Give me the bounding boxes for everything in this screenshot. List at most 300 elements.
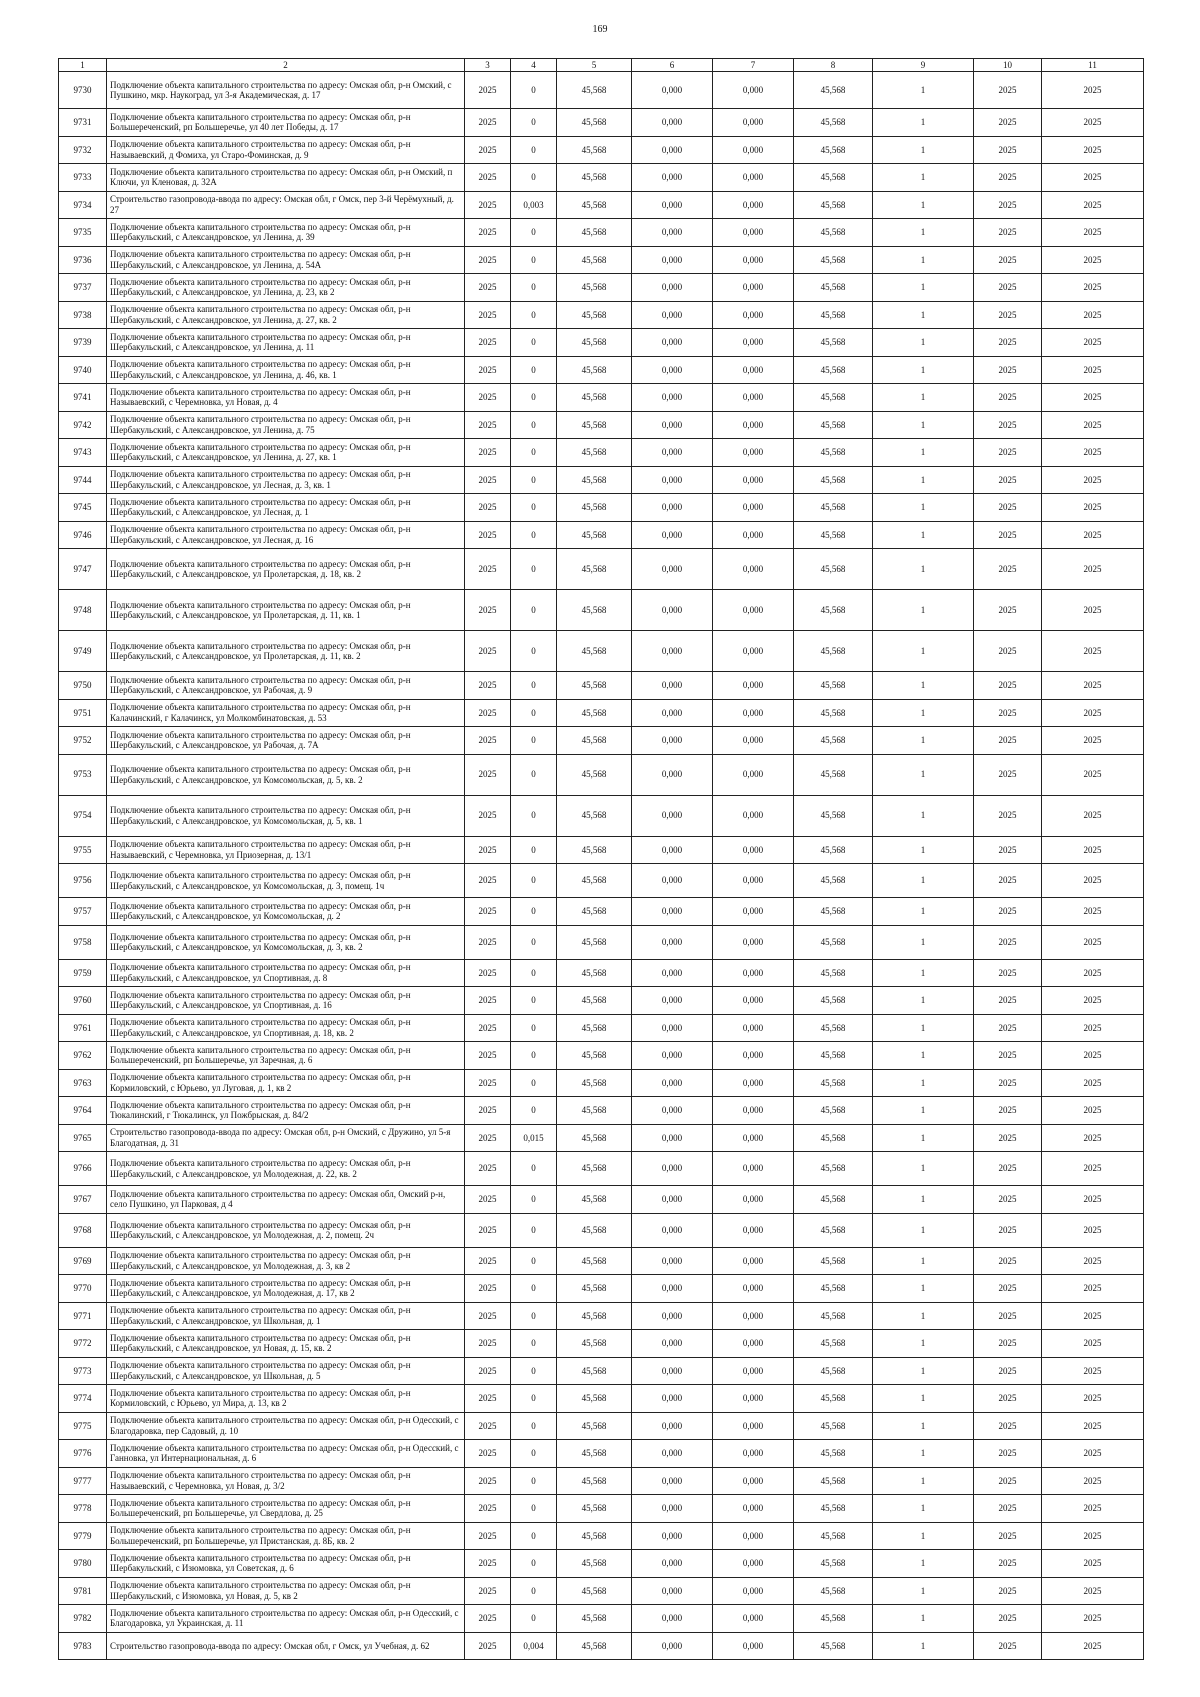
value-cell: 0,000: [632, 1577, 713, 1605]
object-name-cell: Подключение объекта капитального строительства по адресу: Омская обл, р-н Шербакульский, с Александровское, ул Комсомольская, д. 3, кв. 2: [107, 925, 465, 959]
end-year-cell: 2025: [1042, 72, 1144, 109]
row-number-cell: 9775: [59, 1412, 107, 1440]
row-number-cell: 9781: [59, 1577, 107, 1605]
value-cell: 45,568: [557, 164, 632, 192]
start-year-cell: 2025: [974, 191, 1042, 219]
object-name-cell: Подключение объекта капитального строительства по адресу: Омская обл, Омский р-н, село Пушкино, ул Парковая, д 4: [107, 1186, 465, 1214]
value-cell: 0,000: [632, 1186, 713, 1214]
count-cell: 1: [873, 1302, 974, 1330]
row-number-cell: 9730: [59, 72, 107, 109]
start-year-cell: 2025: [974, 384, 1042, 412]
total-cell: 45,568: [794, 1186, 873, 1214]
value-cell: 0,000: [713, 164, 794, 192]
value-cell: 0,000: [713, 631, 794, 672]
count-cell: 1: [873, 727, 974, 755]
value-cell: 0,000: [632, 301, 713, 329]
object-name-cell: Подключение объекта капитального строительства по адресу: Омская обл, р-н Шербакульский, с Александровское, ул Школьная, д. 5: [107, 1357, 465, 1385]
start-year-cell: 2025: [974, 987, 1042, 1015]
table-row: [59, 1186, 1144, 1214]
length-cell: 0: [511, 1357, 557, 1385]
end-year-cell: 2025: [1042, 301, 1144, 329]
table-row: [59, 329, 1144, 357]
value-cell: 45,568: [557, 1605, 632, 1633]
value-cell: 0,000: [713, 672, 794, 700]
year-cell: 2025: [465, 631, 511, 672]
value-cell: 0,000: [713, 925, 794, 959]
object-name-cell: Подключение объекта капитального строительства по адресу: Омская обл, р-н Большереченский, рп Большеречье, ул Свердлова, д. 25: [107, 1495, 465, 1523]
length-cell: 0: [511, 631, 557, 672]
year-cell: 2025: [465, 1097, 511, 1125]
start-year-cell: 2025: [974, 699, 1042, 727]
row-number-cell: 9736: [59, 246, 107, 274]
count-cell: 1: [873, 987, 974, 1015]
object-name-cell: Подключение объекта капитального строительства по адресу: Омская обл, р-н Шербакульский, с Александровское, ул Пролетарская, д. 11, кв. 1: [107, 590, 465, 631]
object-name-cell: Подключение объекта капитального строительства по адресу: Омская обл, р-н Шербакульский, с Александровское, ул Рабочая, д. 9: [107, 672, 465, 700]
column-header: 2: [107, 59, 465, 72]
start-year-cell: 2025: [974, 109, 1042, 137]
total-cell: 45,568: [794, 549, 873, 590]
total-cell: 45,568: [794, 164, 873, 192]
row-number-cell: 9732: [59, 136, 107, 164]
total-cell: 45,568: [794, 631, 873, 672]
table-row: [59, 1213, 1144, 1247]
count-cell: 1: [873, 164, 974, 192]
count-cell: 1: [873, 795, 974, 836]
year-cell: 2025: [465, 411, 511, 439]
count-cell: 1: [873, 246, 974, 274]
object-name-cell: Подключение объекта капитального строительства по адресу: Омская обл, р-н Шербакульский, с Александровское, ул Ленина, д. 23, кв 2: [107, 274, 465, 302]
object-name-cell: Подключение объекта капитального строительства по адресу: Омская обл, р-н Омский, п Ключи, ул Кленовая, д. 32А: [107, 164, 465, 192]
value-cell: 45,568: [557, 72, 632, 109]
total-cell: 45,568: [794, 356, 873, 384]
value-cell: 45,568: [557, 1467, 632, 1495]
end-year-cell: 2025: [1042, 631, 1144, 672]
start-year-cell: 2025: [974, 836, 1042, 864]
row-number-cell: 9769: [59, 1247, 107, 1275]
object-name-cell: Подключение объекта капитального строительства по адресу: Омская обл, р-н Шербакульский, с Александровское, ул Комсомольская, д. 5, кв. 1: [107, 795, 465, 836]
value-cell: 0,000: [632, 1467, 713, 1495]
row-number-cell: 9780: [59, 1550, 107, 1578]
row-number-cell: 9747: [59, 549, 107, 590]
value-cell: 45,568: [557, 1275, 632, 1303]
table-row: [59, 898, 1144, 926]
total-cell: 45,568: [794, 1385, 873, 1413]
row-number-cell: 9751: [59, 699, 107, 727]
count-cell: 1: [873, 136, 974, 164]
value-cell: 45,568: [557, 1440, 632, 1468]
start-year-cell: 2025: [974, 590, 1042, 631]
year-cell: 2025: [465, 1275, 511, 1303]
start-year-cell: 2025: [974, 466, 1042, 494]
table-row: [59, 1440, 1144, 1468]
value-cell: 0,000: [632, 1014, 713, 1042]
length-cell: 0: [511, 1213, 557, 1247]
value-cell: 0,000: [632, 672, 713, 700]
object-name-cell: Подключение объекта капитального строительства по адресу: Омская обл, р-н Шербакульский, с Александровское, ул Ленина, д. 75: [107, 411, 465, 439]
total-cell: 45,568: [794, 1357, 873, 1385]
end-year-cell: 2025: [1042, 795, 1144, 836]
table-row: [59, 301, 1144, 329]
total-cell: 45,568: [794, 301, 873, 329]
object-name-cell: Подключение объекта капитального строительства по адресу: Омская обл, р-н Шербакульский, с Александровское, ул Пролетарская, д. 11, кв. 2: [107, 631, 465, 672]
count-cell: 1: [873, 1275, 974, 1303]
length-cell: 0: [511, 1302, 557, 1330]
value-cell: 0,000: [632, 959, 713, 987]
value-cell: 0,000: [632, 72, 713, 109]
length-cell: 0: [511, 1577, 557, 1605]
end-year-cell: 2025: [1042, 549, 1144, 590]
value-cell: 0,000: [713, 1412, 794, 1440]
table-row: [59, 590, 1144, 631]
value-cell: 0,000: [632, 1152, 713, 1186]
count-cell: 1: [873, 549, 974, 590]
start-year-cell: 2025: [974, 1152, 1042, 1186]
value-cell: 45,568: [557, 959, 632, 987]
end-year-cell: 2025: [1042, 754, 1144, 795]
total-cell: 45,568: [794, 1522, 873, 1550]
count-cell: 1: [873, 699, 974, 727]
start-year-cell: 2025: [974, 1213, 1042, 1247]
value-cell: 0,000: [713, 246, 794, 274]
total-cell: 45,568: [794, 494, 873, 522]
length-cell: 0: [511, 1042, 557, 1070]
year-cell: 2025: [465, 136, 511, 164]
count-cell: 1: [873, 191, 974, 219]
total-cell: 45,568: [794, 1247, 873, 1275]
row-number-cell: 9748: [59, 590, 107, 631]
end-year-cell: 2025: [1042, 1605, 1144, 1633]
year-cell: 2025: [465, 959, 511, 987]
value-cell: 0,000: [632, 1302, 713, 1330]
table-row: [59, 959, 1144, 987]
value-cell: 0,000: [632, 1412, 713, 1440]
value-cell: 45,568: [557, 1330, 632, 1358]
start-year-cell: 2025: [974, 439, 1042, 467]
length-cell: 0,004: [511, 1632, 557, 1660]
row-number-cell: 9773: [59, 1357, 107, 1385]
table-row: [59, 411, 1144, 439]
value-cell: 0,000: [632, 356, 713, 384]
value-cell: 0,000: [632, 699, 713, 727]
length-cell: 0: [511, 1014, 557, 1042]
value-cell: 0,000: [632, 549, 713, 590]
count-cell: 1: [873, 836, 974, 864]
end-year-cell: 2025: [1042, 494, 1144, 522]
start-year-cell: 2025: [974, 411, 1042, 439]
count-cell: 1: [873, 466, 974, 494]
year-cell: 2025: [465, 384, 511, 412]
year-cell: 2025: [465, 1302, 511, 1330]
end-year-cell: 2025: [1042, 672, 1144, 700]
length-cell: 0,003: [511, 191, 557, 219]
length-cell: 0: [511, 246, 557, 274]
count-cell: 1: [873, 898, 974, 926]
total-cell: 45,568: [794, 219, 873, 247]
end-year-cell: 2025: [1042, 1097, 1144, 1125]
column-header: 11: [1042, 59, 1144, 72]
year-cell: 2025: [465, 494, 511, 522]
table-row: [59, 549, 1144, 590]
value-cell: 0,000: [713, 1042, 794, 1070]
row-number-cell: 9767: [59, 1186, 107, 1214]
length-cell: 0: [511, 727, 557, 755]
value-cell: 0,000: [713, 439, 794, 467]
row-number-cell: 9782: [59, 1605, 107, 1633]
value-cell: 0,000: [713, 1632, 794, 1660]
end-year-cell: 2025: [1042, 959, 1144, 987]
object-name-cell: Подключение объекта капитального строительства по адресу: Омская обл, р-н Шербакульский, с Изюмовка, ул Советская, д. 6: [107, 1550, 465, 1578]
value-cell: 0,000: [713, 1124, 794, 1152]
year-cell: 2025: [465, 836, 511, 864]
total-cell: 45,568: [794, 1014, 873, 1042]
length-cell: 0: [511, 466, 557, 494]
value-cell: 45,568: [557, 274, 632, 302]
value-cell: 0,000: [632, 925, 713, 959]
count-cell: 1: [873, 301, 974, 329]
value-cell: 0,000: [632, 1124, 713, 1152]
table-row: [59, 246, 1144, 274]
table-row: [59, 1302, 1144, 1330]
value-cell: 0,000: [713, 1605, 794, 1633]
value-cell: 0,000: [713, 191, 794, 219]
value-cell: 0,000: [632, 136, 713, 164]
start-year-cell: 2025: [974, 672, 1042, 700]
start-year-cell: 2025: [974, 1069, 1042, 1097]
value-cell: 0,000: [713, 590, 794, 631]
end-year-cell: 2025: [1042, 1412, 1144, 1440]
end-year-cell: 2025: [1042, 1247, 1144, 1275]
row-number-cell: 9735: [59, 219, 107, 247]
total-cell: 45,568: [794, 109, 873, 137]
row-number-cell: 9743: [59, 439, 107, 467]
column-header: 3: [465, 59, 511, 72]
length-cell: 0: [511, 699, 557, 727]
value-cell: 0,000: [632, 1247, 713, 1275]
value-cell: 0,000: [713, 466, 794, 494]
length-cell: 0: [511, 590, 557, 631]
table-row: [59, 72, 1144, 109]
end-year-cell: 2025: [1042, 1302, 1144, 1330]
column-header: 8: [794, 59, 873, 72]
row-number-cell: 9734: [59, 191, 107, 219]
length-cell: 0: [511, 1467, 557, 1495]
count-cell: 1: [873, 1124, 974, 1152]
value-cell: 45,568: [557, 136, 632, 164]
row-number-cell: 9763: [59, 1069, 107, 1097]
value-cell: 45,568: [557, 864, 632, 898]
value-cell: 45,568: [557, 439, 632, 467]
data-table: [58, 58, 1144, 1660]
value-cell: 45,568: [557, 356, 632, 384]
total-cell: 45,568: [794, 191, 873, 219]
total-cell: 45,568: [794, 1632, 873, 1660]
object-name-cell: Подключение объекта капитального строительства по адресу: Омская обл, р-н Шербакульский, с Александровское, ул Спортивная, д. 18, кв. 2: [107, 1014, 465, 1042]
object-name-cell: Подключение объекта капитального строительства по адресу: Омская обл, р-н Шербакульский, с Александровское, ул Ленина, д. 39: [107, 219, 465, 247]
count-cell: 1: [873, 864, 974, 898]
length-cell: 0: [511, 1522, 557, 1550]
value-cell: 0,000: [632, 864, 713, 898]
count-cell: 1: [873, 1550, 974, 1578]
total-cell: 45,568: [794, 1467, 873, 1495]
table-row: [59, 521, 1144, 549]
year-cell: 2025: [465, 246, 511, 274]
object-name-cell: Подключение объекта капитального строительства по адресу: Омская обл, р-н Большереченский, рп Большеречье, ул Пристанская, д. 8Б, кв. 2: [107, 1522, 465, 1550]
length-cell: 0: [511, 1385, 557, 1413]
total-cell: 45,568: [794, 987, 873, 1015]
object-name-cell: Подключение объекта капитального строительства по адресу: Омская обл, р-н Шербакульский, с Александровское, ул Ленина, д. 27, кв. 1: [107, 439, 465, 467]
value-cell: 0,000: [713, 1440, 794, 1468]
total-cell: 45,568: [794, 246, 873, 274]
value-cell: 0,000: [632, 494, 713, 522]
start-year-cell: 2025: [974, 219, 1042, 247]
year-cell: 2025: [465, 1412, 511, 1440]
table-row: [59, 1495, 1144, 1523]
total-cell: 45,568: [794, 1550, 873, 1578]
count-cell: 1: [873, 1577, 974, 1605]
end-year-cell: 2025: [1042, 1069, 1144, 1097]
start-year-cell: 2025: [974, 1186, 1042, 1214]
year-cell: 2025: [465, 1577, 511, 1605]
table-row: [59, 1124, 1144, 1152]
length-cell: 0: [511, 109, 557, 137]
start-year-cell: 2025: [974, 1042, 1042, 1070]
row-number-cell: 9766: [59, 1152, 107, 1186]
row-number-cell: 9764: [59, 1097, 107, 1125]
year-cell: 2025: [465, 1330, 511, 1358]
end-year-cell: 2025: [1042, 1186, 1144, 1214]
value-cell: 0,000: [713, 329, 794, 357]
row-number-cell: 9742: [59, 411, 107, 439]
row-number-cell: 9770: [59, 1275, 107, 1303]
length-cell: 0: [511, 754, 557, 795]
row-number-cell: 9745: [59, 494, 107, 522]
object-name-cell: Подключение объекта капитального строительства по адресу: Омская обл, р-н Шербакульский, с Александровское, ул Лесная, д. 3, кв. 1: [107, 466, 465, 494]
count-cell: 1: [873, 590, 974, 631]
row-number-cell: 9779: [59, 1522, 107, 1550]
total-cell: 45,568: [794, 754, 873, 795]
year-cell: 2025: [465, 219, 511, 247]
object-name-cell: Подключение объекта капитального строительства по адресу: Омская обл, р-н Шербакульский, с Александровское, ул Молодежная, д. 22, кв. 2: [107, 1152, 465, 1186]
table-row: [59, 727, 1144, 755]
start-year-cell: 2025: [974, 1440, 1042, 1468]
start-year-cell: 2025: [974, 795, 1042, 836]
object-name-cell: Подключение объекта капитального строительства по адресу: Омская обл, р-н Одесский, с Благодаровка, пер Садовый, д. 10: [107, 1412, 465, 1440]
value-cell: 0,000: [632, 590, 713, 631]
object-name-cell: Подключение объекта капитального строительства по адресу: Омская обл, р-н Шербакульский, с Изюмовка, ул Новая, д. 5, кв 2: [107, 1577, 465, 1605]
table-row: [59, 836, 1144, 864]
object-name-cell: Подключение объекта капитального строительства по адресу: Омская обл, р-н Большереченский, рп Большеречье, ул 40 лет Победы, д. 17: [107, 109, 465, 137]
value-cell: 45,568: [557, 925, 632, 959]
count-cell: 1: [873, 439, 974, 467]
total-cell: 45,568: [794, 466, 873, 494]
table-row: [59, 987, 1144, 1015]
value-cell: 45,568: [557, 1357, 632, 1385]
year-cell: 2025: [465, 672, 511, 700]
table-body: [59, 59, 1144, 1660]
value-cell: 45,568: [557, 699, 632, 727]
start-year-cell: 2025: [974, 72, 1042, 109]
start-year-cell: 2025: [974, 356, 1042, 384]
row-number-cell: 9740: [59, 356, 107, 384]
count-cell: 1: [873, 1412, 974, 1440]
table-row: [59, 274, 1144, 302]
count-cell: 1: [873, 72, 974, 109]
value-cell: 45,568: [557, 1213, 632, 1247]
length-cell: 0: [511, 987, 557, 1015]
start-year-cell: 2025: [974, 246, 1042, 274]
count-cell: 1: [873, 274, 974, 302]
length-cell: 0: [511, 1097, 557, 1125]
length-cell: 0: [511, 1412, 557, 1440]
start-year-cell: 2025: [974, 329, 1042, 357]
row-number-cell: 9768: [59, 1213, 107, 1247]
length-cell: 0,015: [511, 1124, 557, 1152]
row-number-cell: 9753: [59, 754, 107, 795]
value-cell: 0,000: [713, 727, 794, 755]
year-cell: 2025: [465, 1186, 511, 1214]
end-year-cell: 2025: [1042, 411, 1144, 439]
year-cell: 2025: [465, 466, 511, 494]
value-cell: 0,000: [713, 959, 794, 987]
end-year-cell: 2025: [1042, 1632, 1144, 1660]
start-year-cell: 2025: [974, 959, 1042, 987]
table-row: [59, 699, 1144, 727]
total-cell: 45,568: [794, 1097, 873, 1125]
start-year-cell: 2025: [974, 1330, 1042, 1358]
value-cell: 45,568: [557, 1495, 632, 1523]
value-cell: 0,000: [632, 987, 713, 1015]
row-number-cell: 9741: [59, 384, 107, 412]
end-year-cell: 2025: [1042, 1275, 1144, 1303]
length-cell: 0: [511, 439, 557, 467]
end-year-cell: 2025: [1042, 219, 1144, 247]
total-cell: 45,568: [794, 959, 873, 987]
value-cell: 45,568: [557, 521, 632, 549]
value-cell: 0,000: [632, 1605, 713, 1633]
length-cell: 0: [511, 219, 557, 247]
length-cell: 0: [511, 898, 557, 926]
count-cell: 1: [873, 1605, 974, 1633]
row-number-cell: 9776: [59, 1440, 107, 1468]
year-cell: 2025: [465, 1213, 511, 1247]
start-year-cell: 2025: [974, 1302, 1042, 1330]
count-cell: 1: [873, 1522, 974, 1550]
count-cell: 1: [873, 1213, 974, 1247]
length-cell: 0: [511, 1330, 557, 1358]
count-cell: 1: [873, 494, 974, 522]
object-name-cell: Подключение объекта капитального строительства по адресу: Омская обл, р-н Называевский, с Черемновка, ул Приозерная, д. 13/1: [107, 836, 465, 864]
value-cell: 45,568: [557, 1550, 632, 1578]
year-cell: 2025: [465, 1522, 511, 1550]
year-cell: 2025: [465, 898, 511, 926]
value-cell: 45,568: [557, 1097, 632, 1125]
value-cell: 0,000: [713, 1467, 794, 1495]
start-year-cell: 2025: [974, 925, 1042, 959]
value-cell: 45,568: [557, 1152, 632, 1186]
value-cell: 0,000: [632, 219, 713, 247]
count-cell: 1: [873, 521, 974, 549]
row-number-cell: 9772: [59, 1330, 107, 1358]
start-year-cell: 2025: [974, 631, 1042, 672]
total-cell: 45,568: [794, 795, 873, 836]
start-year-cell: 2025: [974, 1577, 1042, 1605]
year-cell: 2025: [465, 301, 511, 329]
length-cell: 0: [511, 836, 557, 864]
object-name-cell: Подключение объекта капитального строительства по адресу: Омская обл, р-н Шербакульский, с Александровское, ул Ленина, д. 54А: [107, 246, 465, 274]
row-number-cell: 9765: [59, 1124, 107, 1152]
total-cell: 45,568: [794, 672, 873, 700]
value-cell: 0,000: [632, 384, 713, 412]
